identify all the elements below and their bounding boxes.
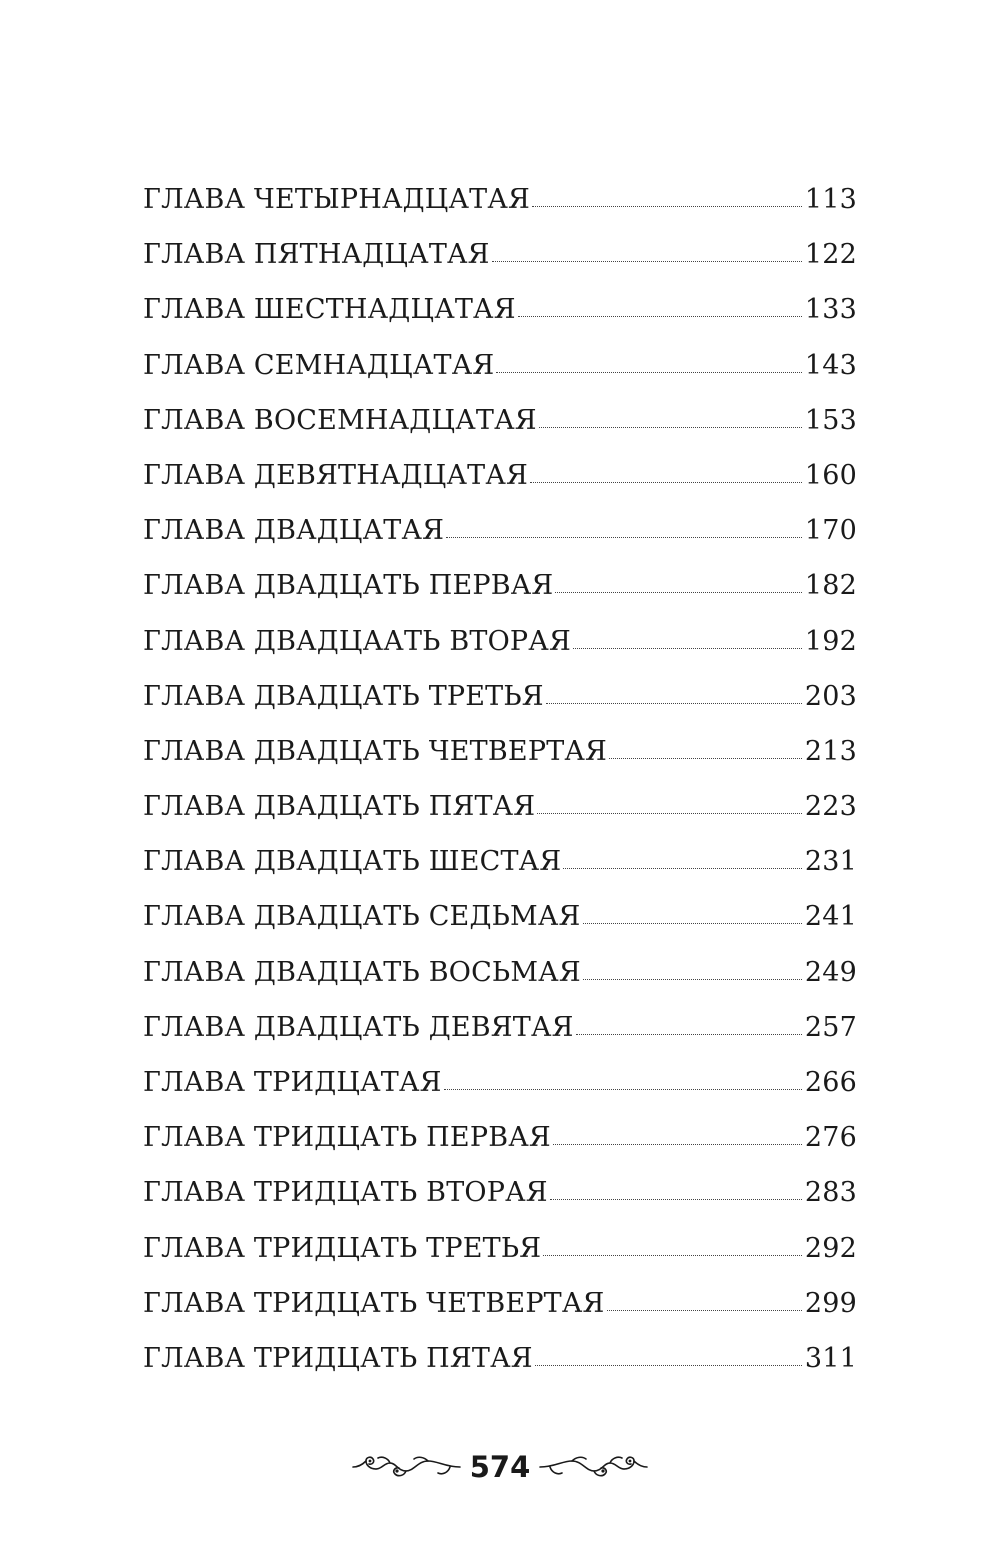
toc-dot-leader bbox=[518, 316, 802, 317]
toc-entry-title: ГЛАВА ЧЕТЫРНАДЦАТАЯ bbox=[143, 184, 531, 215]
toc-entry-page: 276 bbox=[804, 1122, 857, 1154]
toc-dot-leader bbox=[539, 427, 802, 428]
table-of-contents bbox=[143, 172, 857, 1386]
toc-dot-leader bbox=[583, 923, 802, 924]
toc-dot-leader bbox=[492, 261, 802, 262]
toc-dot-leader bbox=[555, 592, 801, 593]
toc-entry-page: 122 bbox=[804, 239, 857, 271]
toc-entry bbox=[143, 282, 857, 337]
toc-entry-title: ГЛАВА ТРИДЦАТЬ ПЕРВАЯ bbox=[143, 1122, 551, 1154]
toc-dot-leader bbox=[530, 482, 802, 483]
toc-entry-page: 223 bbox=[804, 791, 857, 823]
toc-entry-page: 283 bbox=[804, 1177, 857, 1209]
toc-entry-page: 299 bbox=[804, 1287, 857, 1319]
toc-entry-page: 213 bbox=[804, 735, 857, 767]
toc-dot-leader bbox=[496, 372, 802, 373]
toc-entry bbox=[143, 1110, 857, 1165]
toc-entry bbox=[143, 393, 857, 448]
page-footer bbox=[0, 1442, 1000, 1492]
toc-entry bbox=[143, 1331, 857, 1386]
toc-entry-title: ГЛАВА ТРИДЦАТЬ ВТОРАЯ bbox=[143, 1177, 548, 1209]
toc-entry-title: ГЛАВА ДВАДЦААТЬ ВТОРАЯ bbox=[143, 625, 571, 657]
toc-entry-page: 257 bbox=[804, 1011, 857, 1043]
toc-entry-title: ГЛАВА ШЕСТНАДЦАТАЯ bbox=[143, 294, 516, 326]
toc-entry-title: ГЛАВА ДВАДЦАТЬ ЧЕТВЕРТАЯ bbox=[143, 735, 608, 767]
flourish-left-icon bbox=[350, 1447, 462, 1487]
toc-dot-leader bbox=[550, 1199, 802, 1200]
toc-entry bbox=[143, 945, 857, 1000]
toc-entry bbox=[143, 172, 857, 227]
toc-entry-page: 311 bbox=[804, 1342, 857, 1374]
toc-entry bbox=[143, 1276, 857, 1331]
page-number: 574 bbox=[469, 1450, 531, 1484]
toc-entry bbox=[143, 227, 857, 282]
toc-entry-page: 292 bbox=[804, 1232, 857, 1264]
toc-dot-leader bbox=[446, 537, 802, 538]
toc-entry bbox=[143, 503, 857, 558]
toc-dot-leader bbox=[553, 1144, 802, 1145]
toc-entry-title: ГЛАВА ДВАДЦАТАЯ bbox=[143, 515, 445, 547]
toc-entry-page: 170 bbox=[804, 515, 857, 547]
toc-entry-title: ГЛАВА ТРИДЦАТАЯ bbox=[143, 1067, 442, 1098]
toc-dot-leader bbox=[563, 868, 802, 869]
toc-entry-title: ГЛАВА ТРИДЦАТЬ ПЯТАЯ bbox=[143, 1342, 533, 1374]
toc-dot-leader bbox=[573, 648, 802, 649]
toc-entry-title: ГЛАВА ДВАДЦАТЬ ТРЕТЬЯ bbox=[143, 680, 544, 712]
toc-entry-title: ГЛАВА ТРИДЦАТЬ ЧЕТВЕРТАЯ bbox=[143, 1287, 605, 1319]
toc-entry bbox=[143, 1055, 857, 1110]
toc-dot-leader bbox=[532, 206, 802, 207]
toc-dot-leader bbox=[607, 1310, 802, 1311]
toc-entry-page: 133 bbox=[804, 294, 857, 326]
toc-entry-page: 143 bbox=[804, 349, 857, 381]
toc-entry-title: ГЛАВА ТРИДЦАТЬ ТРЕТЬЯ bbox=[143, 1232, 542, 1264]
toc-entry bbox=[143, 338, 857, 393]
toc-entry bbox=[143, 1000, 857, 1055]
toc-entry-page: 192 bbox=[804, 625, 857, 657]
toc-entry-title: ГЛАВА ДВАДЦАТЬ ДЕВЯТАЯ bbox=[143, 1011, 574, 1043]
toc-dot-leader bbox=[576, 1034, 802, 1035]
toc-entry bbox=[143, 448, 857, 503]
toc-entry-title: ГЛАВА ДЕВЯТНАДЦАТАЯ bbox=[143, 459, 529, 491]
toc-entry-title: ГЛАВА ДВАДЦАТЬ ВОСЬМАЯ bbox=[143, 956, 581, 988]
toc-entry-page: 153 bbox=[804, 404, 857, 436]
toc-entry bbox=[143, 724, 857, 779]
toc-dot-leader bbox=[537, 813, 802, 814]
toc-entry-title: ГЛАВА ВОСЕМНАДЦАТАЯ bbox=[143, 404, 537, 436]
toc-entry-page: 182 bbox=[804, 570, 857, 602]
toc-entry bbox=[143, 1221, 857, 1276]
toc-entry bbox=[143, 558, 857, 613]
toc-entry-page: 266 bbox=[804, 1067, 857, 1098]
toc-dot-leader bbox=[535, 1365, 802, 1366]
toc-entry bbox=[143, 889, 857, 944]
toc-entry-page: 241 bbox=[804, 901, 857, 933]
toc-entry-title: ГЛАВА ДВАДЦАТЬ ШЕСТАЯ bbox=[143, 846, 562, 878]
toc-entry-title: ГЛАВА ДВАДЦАТЬ СЕДЬМАЯ bbox=[143, 901, 581, 933]
toc-entry-title: ГЛАВА ДВАДЦАТЬ ПЯТАЯ bbox=[143, 791, 536, 823]
toc-entry-page: 203 bbox=[804, 680, 857, 712]
toc-entry-page: 231 bbox=[804, 846, 857, 878]
toc-dot-leader bbox=[609, 758, 802, 759]
toc-dot-leader bbox=[543, 1255, 802, 1256]
toc-entry bbox=[143, 669, 857, 724]
toc-entry-title: ГЛАВА ПЯТНАДЦАТАЯ bbox=[143, 239, 490, 271]
toc-entry-page: 113 bbox=[804, 184, 857, 215]
toc-entry bbox=[143, 1165, 857, 1220]
toc-entry bbox=[143, 614, 857, 669]
toc-dot-leader bbox=[444, 1089, 802, 1090]
toc-dot-leader bbox=[546, 703, 802, 704]
toc-entry-page: 249 bbox=[804, 956, 857, 988]
toc-entry bbox=[143, 779, 857, 834]
toc-entry-page: 160 bbox=[804, 459, 857, 491]
flourish-right-icon bbox=[538, 1447, 650, 1487]
toc-entry-title: ГЛАВА ДВАДЦАТЬ ПЕРВАЯ bbox=[143, 570, 554, 602]
toc-entry bbox=[143, 834, 857, 889]
toc-entry-title: ГЛАВА СЕМНАДЦАТАЯ bbox=[143, 349, 495, 381]
toc-dot-leader bbox=[583, 979, 802, 980]
